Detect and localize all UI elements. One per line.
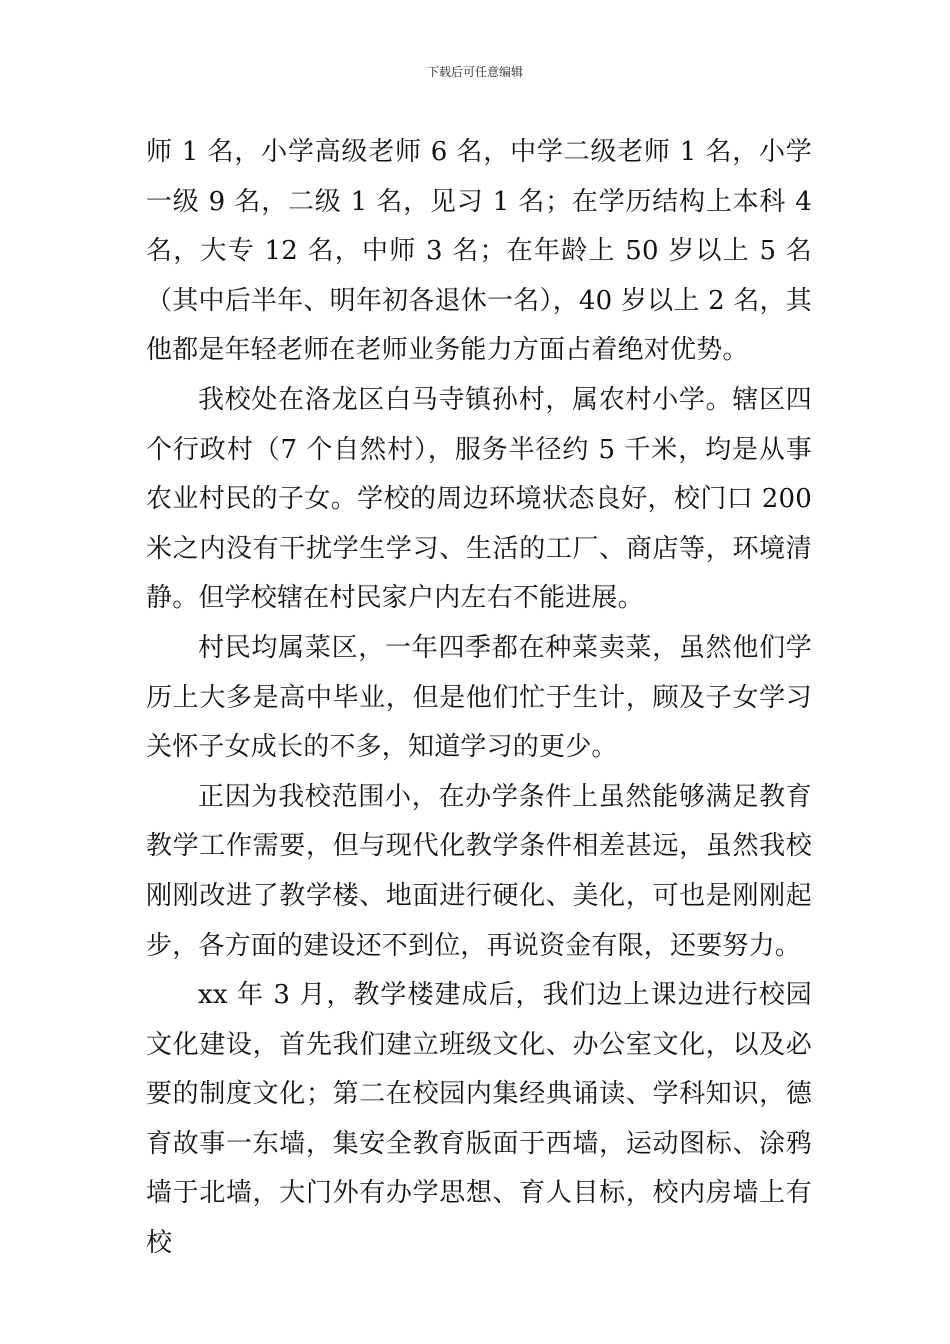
- paragraph-4: 正因为我校范围小，在办学条件上虽然能够满足教育教学工作需要，但与现代化教学条件相差甚远，虽然我校刚刚改进了教学楼、地面进行硬化、美化，可也是刚刚起步，各方面的建设还不到位，再说资金有限，还要努力。: [146, 781, 812, 961]
- paragraph-2: 我校处在洛龙区白马寺镇孙村，属农村小学。辖区四个行政村（7 个自然村），服务半径约 5 千米，均是从事农业村民的子女。学校的周边环境状态良好，校门口 200 米之内没有干扰学生学习、生活的工厂、商店等，环境清静。但学校辖在村民家户内左右不能进展。: [146, 384, 812, 614]
- paragraph-5: xx 年 3 月，教学楼建成后，我们边上课边进行校园文化建设，首先我们建立班级文化、办公室文化，以及必要的制度文化；第二在校园内集经典诵读、学科知识，德育故事一东墙，集安全教育版面于西墙，运动图标、涂鸦墙于北墙，大门外有办学思想、育人目标，校内房墙上有校: [146, 980, 812, 1259]
- document-body: [146, 128, 812, 1269]
- page-header-note: 下载后可任意编辑: [426, 65, 523, 79]
- paragraph-3: 村民均属菜区，一年四季都在种菜卖菜，虽然他们学历上大多是高中毕业，但是他们忙于生计，顾及子女学习关怀子女成长的不多，知道学习的更少。: [146, 632, 812, 763]
- paragraph-1: 师 1 名，小学高级老师 6 名，中学二级老师 1 名，小学一级 9 名，二级 1 名，见习 1 名；在学历结构上本科 4 名，大专 12 名，中师 3 名；在年龄上 50 岁以上 5 名（其中后半年、明年初各退休一名），40 岁以上 2 名，其他都是年轻老师在老师业务能力方面占着绝对优势。: [146, 137, 812, 366]
